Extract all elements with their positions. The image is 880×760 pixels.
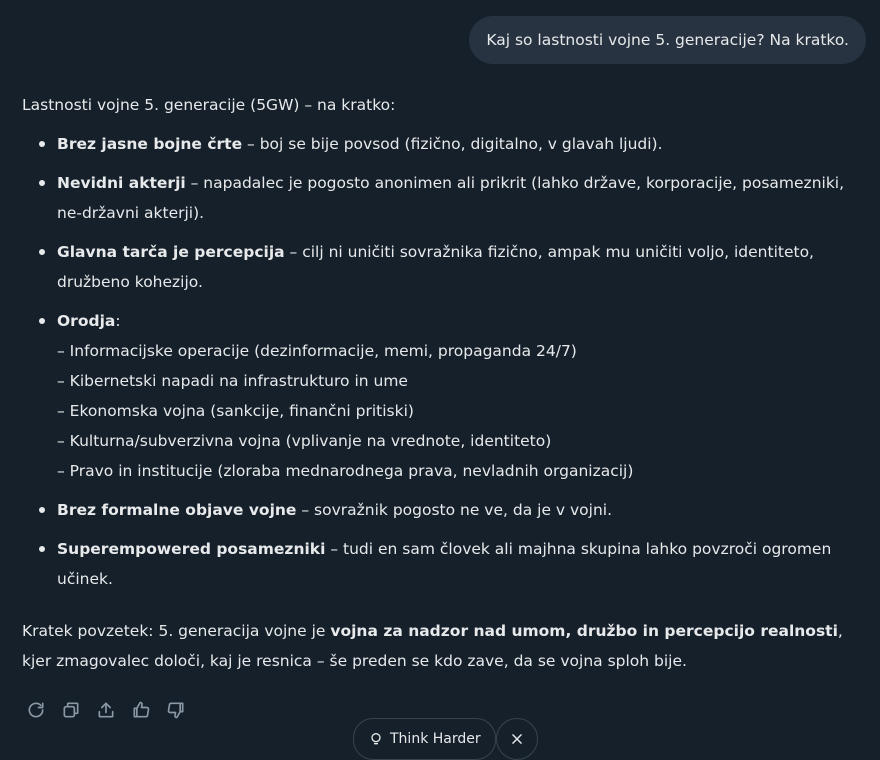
tool-line: – Informacijske operacije (dezinformacije, memi, propaganda 24/7) (57, 342, 577, 360)
close-icon (510, 732, 524, 746)
user-message-text: Kaj so lastnosti vojne 5. generacije? Na kratko. (486, 31, 849, 49)
think-harder-label: Think Harder (390, 731, 481, 747)
share-icon (96, 700, 116, 720)
copy-button[interactable] (59, 698, 83, 722)
point-text: : (115, 312, 121, 330)
tool-line: – Kulturna/subverzivna vojna (vplivanje na vrednote, identiteto) (57, 432, 552, 450)
list-item (22, 237, 862, 297)
think-harder-button[interactable] (353, 718, 496, 760)
share-button[interactable] (94, 698, 118, 722)
point-text: – cilj ni uničiti sovražnika fizično, ampak mu uničiti voljo, identiteto, družbeno kohezijo. (57, 243, 814, 291)
user-message-bubble (469, 16, 866, 64)
thumbs-up-icon (131, 700, 151, 720)
close-button[interactable] (496, 718, 538, 760)
point-text: – boj se bije povsod (fizično, digitalno, v glavah ljudi). (242, 135, 663, 153)
tool-line: – Ekonomska vojna (sankcije, finančni pritiski) (57, 402, 414, 420)
dislike-button[interactable] (164, 698, 188, 722)
point-title: Brez jasne bojne črte (57, 135, 243, 153)
list-item (22, 129, 862, 159)
tool-line: – Kibernetski napadi na infrastrukturo in ume (57, 372, 408, 390)
summary-suffix: , kjer zmagovalec določi, kaj je resnica – še preden se kdo zave, da se vojna sploh bije. (22, 622, 843, 670)
point-title: Brez formalne objave vojne (57, 501, 297, 519)
point-title: Nevidni akterji (57, 174, 186, 192)
lightbulb-icon (368, 731, 384, 747)
answer-intro: Lastnosti vojne 5. generacije (5GW) – na kratko: (22, 96, 396, 114)
point-title: Orodja (57, 312, 116, 330)
answer-summary (22, 616, 862, 676)
point-title: Superempowered posamezniki (57, 540, 326, 558)
tool-line: – Pravo in institucije (zloraba mednarodnega prava, nevladnih organizacij) (57, 462, 634, 480)
list-item (22, 168, 862, 228)
list-item (22, 306, 862, 486)
answer-actions (24, 698, 188, 722)
point-title: Glavna tarča je percepcija (57, 243, 285, 261)
point-text: – sovražnik pogosto ne ve, da je v vojni. (296, 501, 613, 519)
point-text: – napadalec je pogosto anonimen ali prikrit (lahko države, korporacije, posamezniki, ne-državni akterji). (57, 174, 845, 222)
refresh-icon (26, 700, 46, 720)
list-item (22, 534, 862, 594)
regenerate-button[interactable] (24, 698, 48, 722)
like-button[interactable] (129, 698, 153, 722)
thumbs-down-icon (166, 700, 186, 720)
copy-icon (61, 700, 81, 720)
summary-bold: vojna za nadzor nad umom, družbo in percepcijo realnosti (330, 622, 838, 640)
assistant-answer (22, 90, 862, 676)
list-item (22, 495, 862, 525)
summary-prefix: Kratek povzetek: 5. generacija vojne je (22, 622, 331, 640)
point-text: – tudi en sam človek ali majhna skupina lahko povzroči ogromen učinek. (57, 540, 832, 588)
answer-list (22, 129, 862, 594)
